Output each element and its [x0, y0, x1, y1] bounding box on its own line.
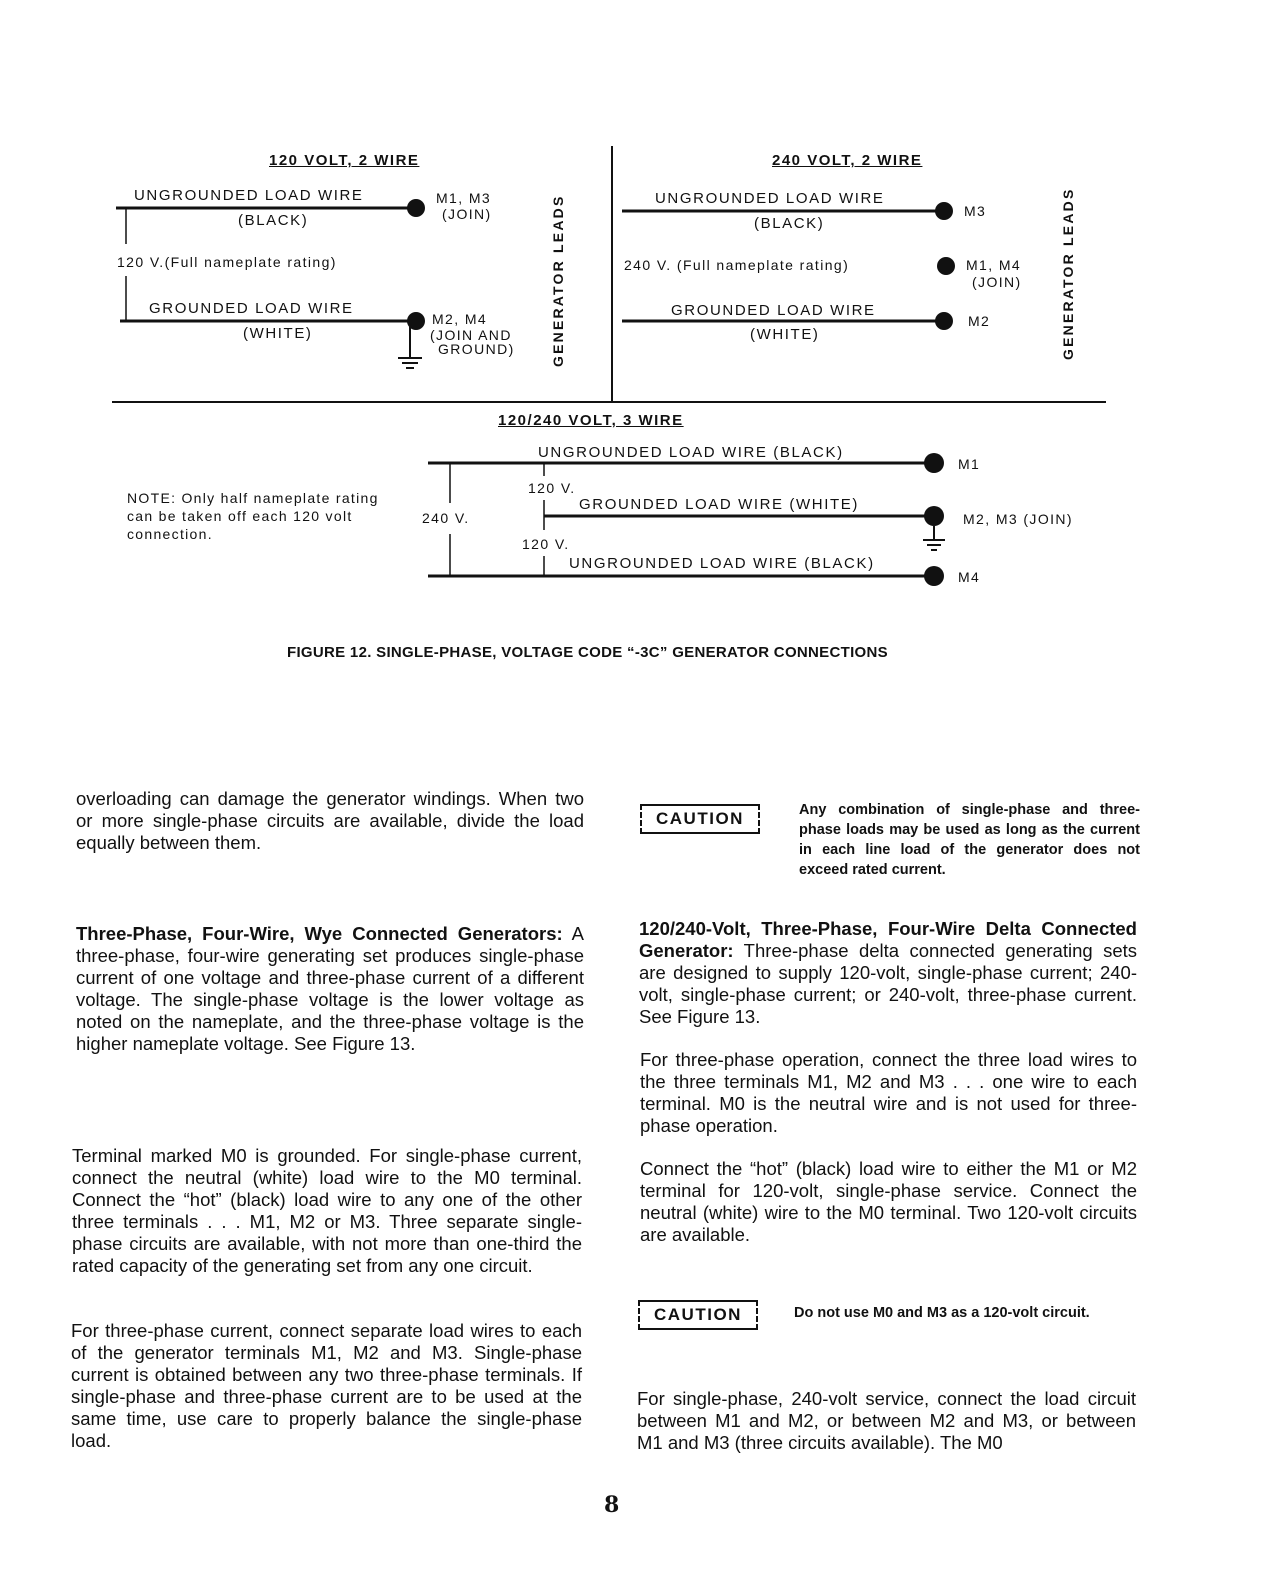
paragraph: For three-phase current, connect separate load wires to each of the generator terminals M1, M2 and M3. Single-phase current is obtained between any two three-phase terminals. If single-phase and three-phase current are to be used at the same time, use care to properly balance the single-phase load.	[71, 1320, 582, 1451]
terminal-label: M4	[958, 569, 981, 585]
page-number: 8	[604, 1492, 620, 1518]
paragraph: For three-phase operation, connect the three load wires to the three terminals M1, M2 and M3 . . . one wire to each terminal. M0 is the neutral wire and is not used for three-phase operation.	[640, 1049, 1137, 1136]
terminal-note: (JOIN)	[442, 206, 492, 222]
terminal-label: M1, M4	[966, 257, 1022, 273]
paragraph	[76, 923, 584, 1055]
terminal-note: (JOIN AND	[430, 327, 512, 343]
wire-color-label: (WHITE)	[243, 325, 313, 342]
terminal-label: M2	[968, 313, 991, 329]
ungrounded-wire-label: UNGROUNDED LOAD WIRE	[134, 187, 364, 204]
terminal-note: GROUND)	[438, 341, 515, 357]
generator-leads-label: GENERATOR LEADS	[1060, 187, 1076, 360]
terminal-label: M2, M3 (JOIN)	[963, 511, 1073, 527]
wire-color-label: (BLACK)	[754, 215, 825, 232]
paragraph-body: A three-phase, four-wire generating set produces single-phase current of one voltage and three-phase current of a different voltage. The single-phase voltage is the lower voltage as noted on the nameplate, and the three-phase voltage is the higher nameplate voltage. See Figure 13.	[76, 923, 584, 1054]
terminal-label: M2, M4	[432, 311, 488, 327]
ungrounded-wire-label: UNGROUNDED LOAD WIRE	[655, 190, 885, 207]
voltage-label: 240 V.	[422, 510, 470, 526]
panel-120v-title: 120 VOLT, 2 WIRE	[269, 152, 420, 169]
figure-caption: FIGURE 12. SINGLE-PHASE, VOLTAGE CODE “-3C” GENERATOR CONNECTIONS	[287, 644, 888, 661]
caution-text: Any combination of single-phase and three-phase loads may be used as long as the current in each line load of the generator does not exceed rated current.	[799, 802, 1140, 878]
grounded-wire-label: GROUNDED LOAD WIRE	[149, 300, 354, 317]
paragraph-heading: 120/240-Volt, Three-Phase, Four-Wire Delta Connected Generator:	[639, 918, 1137, 961]
terminal-dot	[924, 506, 944, 526]
caution-badge: CAUTION	[640, 804, 760, 834]
panel-240v-title: 240 VOLT, 2 WIRE	[772, 152, 923, 169]
terminal-dot	[407, 199, 425, 217]
terminal-dot	[937, 257, 955, 275]
caution-badge: CAUTION	[638, 1300, 758, 1330]
voltage-label: 120 V.	[522, 536, 570, 552]
paragraph-heading: Three-Phase, Four-Wire, Wye Connected Generators:	[76, 923, 563, 944]
voltage-label: 120 V.(Full nameplate rating)	[117, 254, 337, 270]
terminal-label: M1, M3	[436, 190, 492, 206]
terminal-dot	[924, 453, 944, 473]
terminal-label: M3	[964, 203, 987, 219]
voltage-label: 240 V. (Full nameplate rating)	[624, 257, 850, 273]
paragraph: Connect the “hot” (black) load wire to either the M1 or M2 terminal for 120-volt, single-phase service. Connect the neutral (white) wire to the M0 terminal. Two 120-volt circuits are available.	[640, 1158, 1137, 1245]
ungrounded-wire-label: UNGROUNDED LOAD WIRE (BLACK)	[538, 444, 844, 461]
terminal-dot	[935, 202, 953, 220]
caution-notice	[640, 800, 1140, 880]
diagram-note: NOTE: Only half nameplate rating can be taken off each 120 volt connection.	[127, 490, 379, 542]
paragraph: overloading can damage the generator windings. When two or more single-phase circuits are available, divide the load equally between them.	[76, 788, 584, 853]
panel-3wire-title: 120/240 VOLT, 3 WIRE	[498, 412, 684, 429]
caution-text: Do not use M0 and M3 as a 120-volt circuit.	[794, 1305, 1090, 1321]
generator-leads-label: GENERATOR LEADS	[550, 194, 566, 367]
terminal-note: (JOIN)	[972, 274, 1022, 290]
terminal-dot	[924, 566, 944, 586]
voltage-label: 120 V.	[528, 480, 576, 496]
paragraph: For single-phase, 240-volt service, connect the load circuit between M1 and M2, or between M2 and M3, or between M1 and M3 (three circuits available). The M0	[637, 1388, 1136, 1453]
terminal-label: M1	[958, 456, 981, 472]
paragraph-body: Three-phase delta connected generating sets are designed to supply 120-volt, single-phase current; 240-volt, single-phase current; or 240-volt, three-phase current. See Figure 13.	[639, 940, 1137, 1027]
grounded-wire-label: GROUNDED LOAD WIRE (WHITE)	[579, 496, 859, 513]
paragraph: Terminal marked M0 is grounded. For single-phase current, connect the neutral (white) load wire to the M0 terminal. Connect the “hot” (black) load wire to any one of the other three terminals . . . M1, M2 or M3. Three separate single-phase circuits are available, with not more than one-third the rated capacity of the generating set from any one circuit.	[72, 1145, 582, 1276]
wire-color-label: (WHITE)	[750, 326, 820, 343]
ungrounded-wire-label: UNGROUNDED LOAD WIRE (BLACK)	[569, 555, 875, 572]
terminal-dot	[935, 312, 953, 330]
wire-color-label: (BLACK)	[238, 212, 309, 229]
paragraph	[639, 918, 1137, 1028]
grounded-wire-label: GROUNDED LOAD WIRE	[671, 302, 876, 319]
